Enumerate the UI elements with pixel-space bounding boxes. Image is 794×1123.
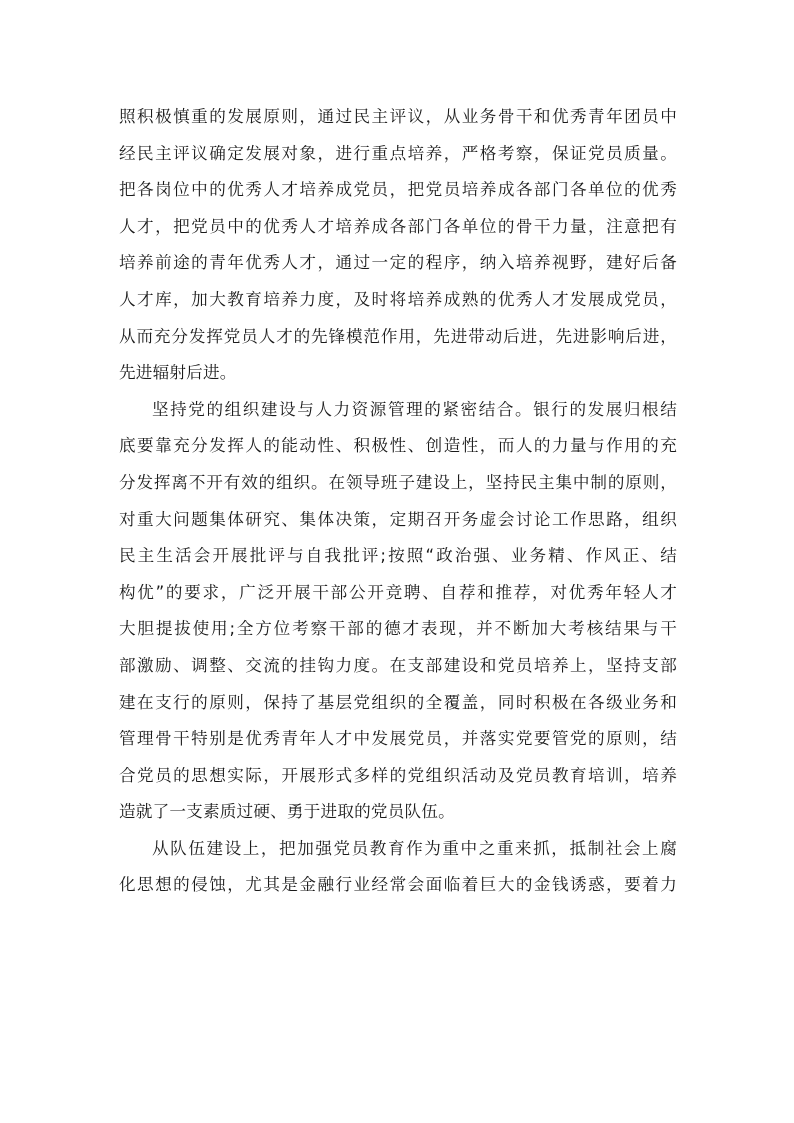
paragraph-3 (119, 831, 677, 904)
text-line: 管理骨干特别是优秀青年人才中发展党员，并落实党要管党的原则，结 (119, 729, 677, 749)
text-line: 底要靠充分发挥人的能动性、积极性、创造性，而人的力量与作用的充 (119, 436, 677, 456)
text-line: 合党员的思想实际，开展形式多样的党组织活动及党员教育培训，培养 (119, 765, 677, 785)
text-line: 造就了一支素质过硬、勇于进取的党员队伍。 (119, 802, 455, 822)
text-line: 构优”的要求，广泛开展干部公开竞聘、自荐和推荐，对优秀年轻人才 (119, 582, 677, 602)
text-line: 大胆提拔使用;全方位考察干部的德才表现，并不断加大考核结果与干 (119, 619, 677, 639)
paragraph-1 (119, 99, 677, 392)
text-line: 人才库，加大教育培养力度，及时将培养成熟的优秀人才发展成党员， (119, 289, 677, 309)
text-line: 人才，把党员中的优秀人才培养成各部门各单位的骨干力量，注意把有 (119, 216, 677, 236)
text-line: 分发挥离不开有效的组织。在领导班子建设上，坚持民主集中制的原则， (119, 472, 677, 492)
text-line: 经民主评议确定发展对象，进行重点培养，严格考察，保证党员质量。 (119, 143, 677, 163)
text-line: 坚持党的组织建设与人力资源管理的紧密结合。银行的发展归根结 (152, 399, 677, 419)
text-line: 照积极慎重的发展原则，通过民主评议，从业务骨干和优秀青年团员中 (119, 107, 677, 126)
text-line: 建在支行的原则，保持了基层党组织的全覆盖，同时积极在各级业务和 (119, 692, 677, 712)
text-line: 从队伍建设上，把加强党员教育作为重中之重来抓，抵制社会上腐 (152, 838, 677, 858)
paragraph-2 (119, 392, 677, 831)
document-body (119, 99, 677, 904)
text-line: 先进辐射后进。 (119, 363, 237, 383)
text-line: 民主生活会开展批评与自我批评;按照“政治强、业务精、作风正、结 (119, 546, 677, 566)
text-line: 化思想的侵蚀，尤其是金融行业经常会面临着巨大的金钱诱惑，要着力 (119, 875, 677, 895)
text-line: 对重大问题集体研究、集体决策，定期召开务虚会讨论工作思路，组织 (119, 509, 677, 529)
text-line: 培养前途的青年优秀人才，通过一定的程序，纳入培养视野，建好后备 (119, 253, 677, 273)
text-line: 把各岗位中的优秀人才培养成党员，把党员培养成各部门各单位的优秀 (119, 180, 677, 200)
text-line: 部激励、调整、交流的挂钩力度。在支部建设和党员培养上，坚持支部 (119, 655, 677, 675)
text-line: 从而充分发挥党员人才的先锋模范作用，先进带动后进，先进影响后进， (119, 326, 677, 346)
